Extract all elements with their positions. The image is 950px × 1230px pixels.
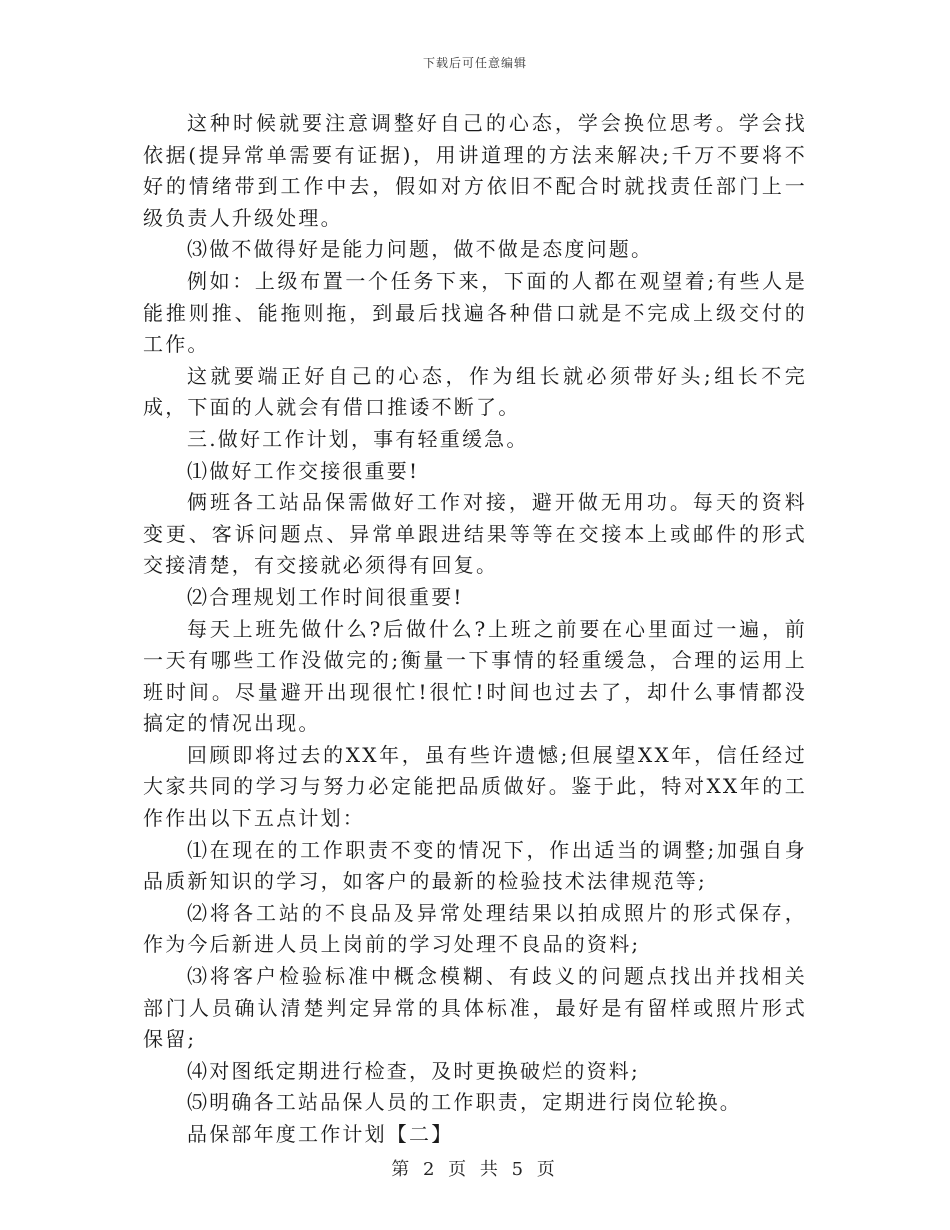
page-header: 下载后可任意编辑 bbox=[422, 56, 527, 70]
section-heading-3: 三.做好工作计划，事有轻重缓急。 bbox=[187, 426, 529, 451]
plan-item-1: ⑴在现在的工作职责不变的情况下，作出适当的调整;加强自身品质新知识的学习，如客户的最新的检验技术法律规范等; bbox=[143, 837, 807, 894]
next-section-title: 品保部年度工作计划【二】 bbox=[187, 1122, 454, 1146]
paragraph-10: 回顾即将过去的XX年，虽有些许遗憾;但展望XX年，信任经过大家共同的学习与努力必定能把品质做好。鉴于此，特对XX年的工作作出以下五点计划： bbox=[143, 742, 807, 831]
plan-item-4: ⑷对图纸定期进行检查，及时更换破烂的资料; bbox=[187, 1058, 640, 1083]
plan-item-5: ⑸明确各工站品保人员的工作职责，定期进行岗位轮换。 bbox=[187, 1090, 742, 1115]
page-number-footer: 第 2 页 共 5 页 bbox=[391, 1159, 559, 1180]
paragraph-2: ⑶做不做得好是能力问题，做不做是态度问题。 bbox=[187, 237, 654, 262]
paragraph-9: 每天上班先做什么?后做什么?上班之前要在心里面过一遍，前一天有哪些工作没做完的;衡量一下事情的轻重缓急，合理的运用上班时间。尽量避开出现很忙!很忙!时间也过去了，却什么事情都没搞定的情况出现。 bbox=[143, 616, 807, 736]
paragraph-3: 例如：上级布置一个任务下来，下面的人都在观望着;有些人是能推则推、能拖则拖，到最后找遍各种借口就是不完成上级交付的工作。 bbox=[143, 268, 807, 357]
document-body bbox=[143, 108, 807, 1151]
paragraph-7: 俩班各工站品保需做好工作对接，避开做无用功。每天的资料变更、客诉问题点、异常单跟进结果等等在交接本上或邮件的形式交接清楚，有交接就必须得有回复。 bbox=[143, 490, 807, 578]
plan-item-3: ⑶将客户检验标准中概念模糊、有歧义的问题点找出并找相关部门人员确认清楚判定异常的具体标准，最好是有留样或照片形式保留; bbox=[143, 964, 807, 1052]
plan-item-2: ⑵将各工站的不良品及异常处理结果以拍成照片的形式保存，作为今后新进人员上岗前的学习处理不良品的资料; bbox=[143, 900, 807, 957]
paragraph-8: ⑵合理规划工作时间很重要! bbox=[187, 584, 464, 609]
paragraph-1: 这种时候就要注意调整好自己的心态，学会换位思考。学会找依据(提异常单需要有证据)，用讲道理的方法来解决;千万不要将不好的情绪带到工作中去，假如对方依旧不配合时就找责任部门上一级负责人升级处理。 bbox=[143, 111, 807, 230]
paragraph-4: 这就要端正好自己的心态，作为组长就必须带好头;组长不完成，下面的人就会有借口推诿不断了。 bbox=[143, 363, 807, 420]
paragraph-6: ⑴做好工作交接很重要! bbox=[187, 458, 420, 483]
